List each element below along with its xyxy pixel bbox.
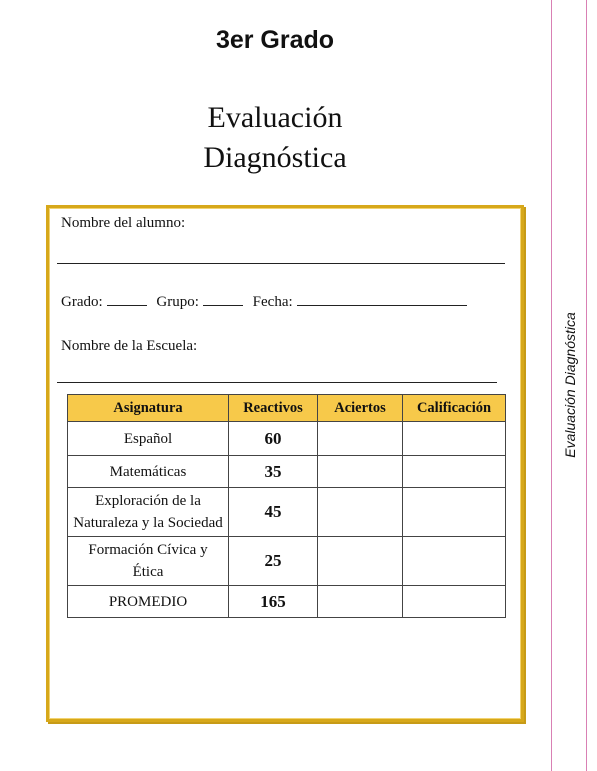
subject-cell: PROMEDIO [68, 586, 229, 618]
side-rule-left [551, 0, 552, 771]
col-header-grade: Calificación [403, 395, 506, 422]
grade-cell[interactable] [403, 586, 506, 618]
subject-cell: Español [68, 422, 229, 456]
school-name-label: Nombre de la Escuela: [61, 338, 198, 354]
grades-table [67, 394, 506, 618]
group-line[interactable] [203, 304, 243, 306]
grade-group-date-row [61, 294, 473, 311]
correct-cell[interactable] [318, 537, 403, 586]
subject-cell: Exploración de la Naturaleza y la Sociedad [68, 488, 229, 537]
items-cell: 45 [229, 488, 318, 537]
side-rule-right [586, 0, 587, 771]
grade-cell[interactable] [403, 456, 506, 488]
correct-cell[interactable] [318, 422, 403, 456]
grade-cell[interactable] [403, 537, 506, 586]
student-name-label: Nombre del alumno: [61, 215, 186, 231]
table-row [68, 456, 506, 488]
correct-cell[interactable] [318, 456, 403, 488]
table-row-average [68, 586, 506, 618]
items-cell: 35 [229, 456, 318, 488]
table-row [68, 422, 506, 456]
group-label: Grupo: [156, 294, 199, 310]
document-title [0, 98, 550, 178]
date-label: Fecha: [252, 294, 293, 310]
table-header-row [68, 395, 506, 422]
col-header-subject: Asignatura [68, 395, 229, 422]
title-line-2: Diagnóstica [203, 141, 347, 174]
student-info-card [46, 205, 524, 722]
grade-line[interactable] [107, 304, 147, 306]
correct-cell[interactable] [318, 586, 403, 618]
date-line[interactable] [297, 304, 467, 306]
col-header-correct: Aciertos [318, 395, 403, 422]
grade-label: Grado: [61, 294, 103, 310]
subject-cell: Matemáticas [68, 456, 229, 488]
items-cell: 25 [229, 537, 318, 586]
grade-title: 3er Grado [215, 26, 335, 54]
table-row [68, 488, 506, 537]
student-name-line[interactable] [57, 263, 505, 264]
side-label: Evaluación Diagnóstica [562, 312, 578, 458]
col-header-items: Reactivos [229, 395, 318, 422]
title-line-1: Evaluación [207, 101, 343, 134]
items-cell: 60 [229, 422, 318, 456]
grade-cell[interactable] [403, 422, 506, 456]
items-cell: 165 [229, 586, 318, 618]
school-name-line[interactable] [57, 382, 497, 383]
grade-cell[interactable] [403, 488, 506, 537]
table-row [68, 537, 506, 586]
subject-cell: Formación Cívica y Ética [68, 537, 229, 586]
correct-cell[interactable] [318, 488, 403, 537]
